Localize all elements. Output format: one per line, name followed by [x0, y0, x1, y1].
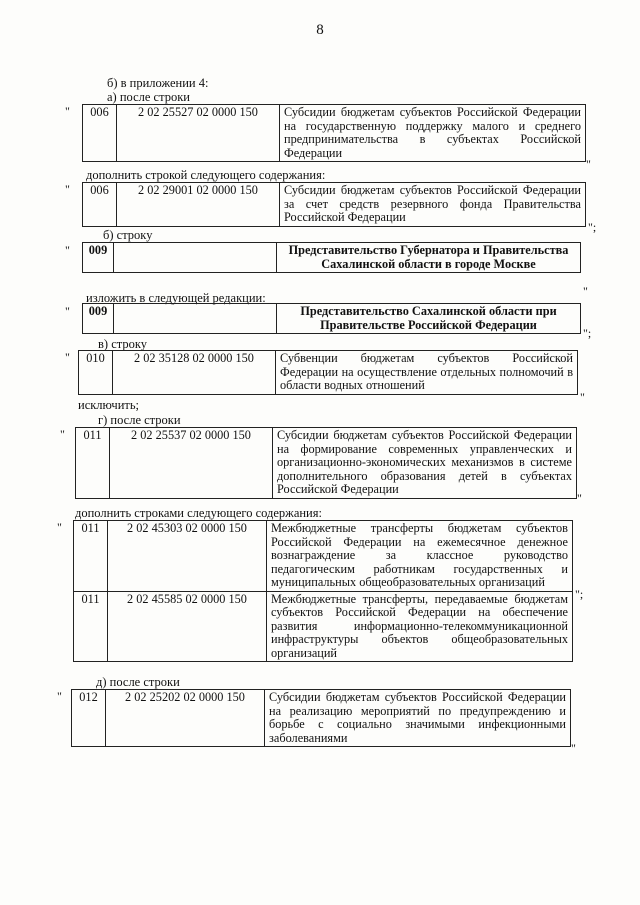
open-quote: ": [65, 304, 70, 318]
income-name: Субсидии бюджетам субъектов Российской Федерации на реализацию мероприятий по предупреждению и борьбе с социально значимыми инфекционными заболеваниями: [265, 690, 571, 747]
admin-code: 006: [83, 105, 117, 162]
table-row-012-25202: [71, 689, 571, 747]
close-quote-semicolon: ";: [583, 326, 592, 340]
classification-code: 2 02 25202 02 0000 150: [106, 690, 265, 747]
close-quote: ": [580, 390, 585, 404]
classification-code: [114, 304, 277, 334]
income-name: Субвенции бюджетам субъектов Российской Федерации на осуществление отдельных полномочий в области водных отношений: [276, 351, 578, 395]
close-quote: ": [577, 491, 582, 505]
classification-code: [114, 243, 277, 273]
open-quote: ": [65, 104, 70, 118]
exclude-text: исключить;: [78, 398, 140, 412]
table-row-006-29001: [82, 182, 586, 227]
table-row: [74, 591, 573, 662]
close-quote: ": [571, 741, 576, 755]
classification-code: 2 02 45585 02 0000 150: [108, 591, 267, 662]
table-row-009-new: [82, 303, 581, 334]
open-quote: ": [60, 427, 65, 441]
table-row-010-35128: [78, 350, 578, 395]
close-quote: ": [583, 284, 588, 298]
income-name: Межбюджетные трансферты бюджетам субъектов Российской Федерации на ежемесячное денежное вознаграждение за классное руководство педагогическим работникам государственных и муниципальных общеобразовательных организаций: [267, 521, 573, 592]
open-quote: ": [65, 182, 70, 196]
open-quote: ": [65, 350, 70, 364]
open-quote: ": [57, 689, 62, 703]
admin-code: 006: [83, 183, 117, 227]
admin-code: 010: [79, 351, 113, 395]
classification-code: 2 02 45303 02 0000 150: [108, 521, 267, 592]
table-row-006-25527: [82, 104, 586, 162]
item-a-heading: а) после строки: [107, 90, 190, 104]
add-rows-text: дополнить строками следующего содержания:: [75, 506, 322, 520]
table-row: [74, 521, 573, 592]
income-name: Межбюджетные трансферты, передаваемые бюджетам субъектов Российской Федерации на обеспечение развития информационно-телекоммуникационной инфраструктуры объектов общеобразовательных организаций: [267, 591, 573, 662]
administrator-name: Представительство Губернатора и Правительства Сахалинской области в городе Москве: [277, 243, 581, 273]
admin-code: 011: [76, 428, 110, 499]
item-g-heading: г) после строки: [98, 413, 181, 427]
open-quote: ": [57, 520, 62, 534]
classification-code: 2 02 35128 02 0000 150: [113, 351, 276, 395]
item-b-row-heading: б) строку: [103, 228, 153, 242]
admin-code: 009: [83, 304, 114, 334]
close-quote-semicolon: ";: [588, 220, 597, 234]
close-quote-semicolon: ";: [575, 587, 584, 601]
item-b-heading: б) в приложении 4:: [107, 76, 209, 90]
restate-text: изложить в следующей редакции:: [86, 291, 266, 305]
classification-code: 2 02 29001 02 0000 150: [117, 183, 280, 227]
item-v-heading: в) строку: [98, 337, 147, 351]
admin-code: 012: [72, 690, 106, 747]
table-row-011-25537: [75, 427, 577, 499]
income-name: Субсидии бюджетам субъектов Российской Федерации на формирование современных управленческих и организационно-экономических механизмов в системе дополнительного образования детей в субъектах Российской Федерации: [273, 428, 577, 499]
item-d-heading: д) после строки: [96, 675, 180, 689]
close-quote: ": [586, 157, 591, 171]
open-quote: ": [65, 243, 70, 257]
income-name: Субсидии бюджетам субъектов Российской Федерации на государственную поддержку малого и среднего предпринимательства в субъектах Российской Федерации: [280, 105, 586, 162]
page-number: 8: [316, 22, 324, 38]
add-row-text: дополнить строкой следующего содержания:: [86, 168, 326, 182]
administrator-name: Представительство Сахалинской области при Правительстве Российской Федерации: [277, 304, 581, 334]
table-new-rows-011: [73, 520, 573, 662]
classification-code: 2 02 25537 02 0000 150: [110, 428, 273, 499]
income-name: Субсидии бюджетам субъектов Российской Федерации за счет средств резервного фонда Правительства Российской Федерации: [280, 183, 586, 227]
table-row-009-old: [82, 242, 581, 273]
admin-code: 009: [83, 243, 114, 273]
classification-code: 2 02 25527 02 0000 150: [117, 105, 280, 162]
admin-code: 011: [74, 591, 108, 662]
admin-code: 011: [74, 521, 108, 592]
